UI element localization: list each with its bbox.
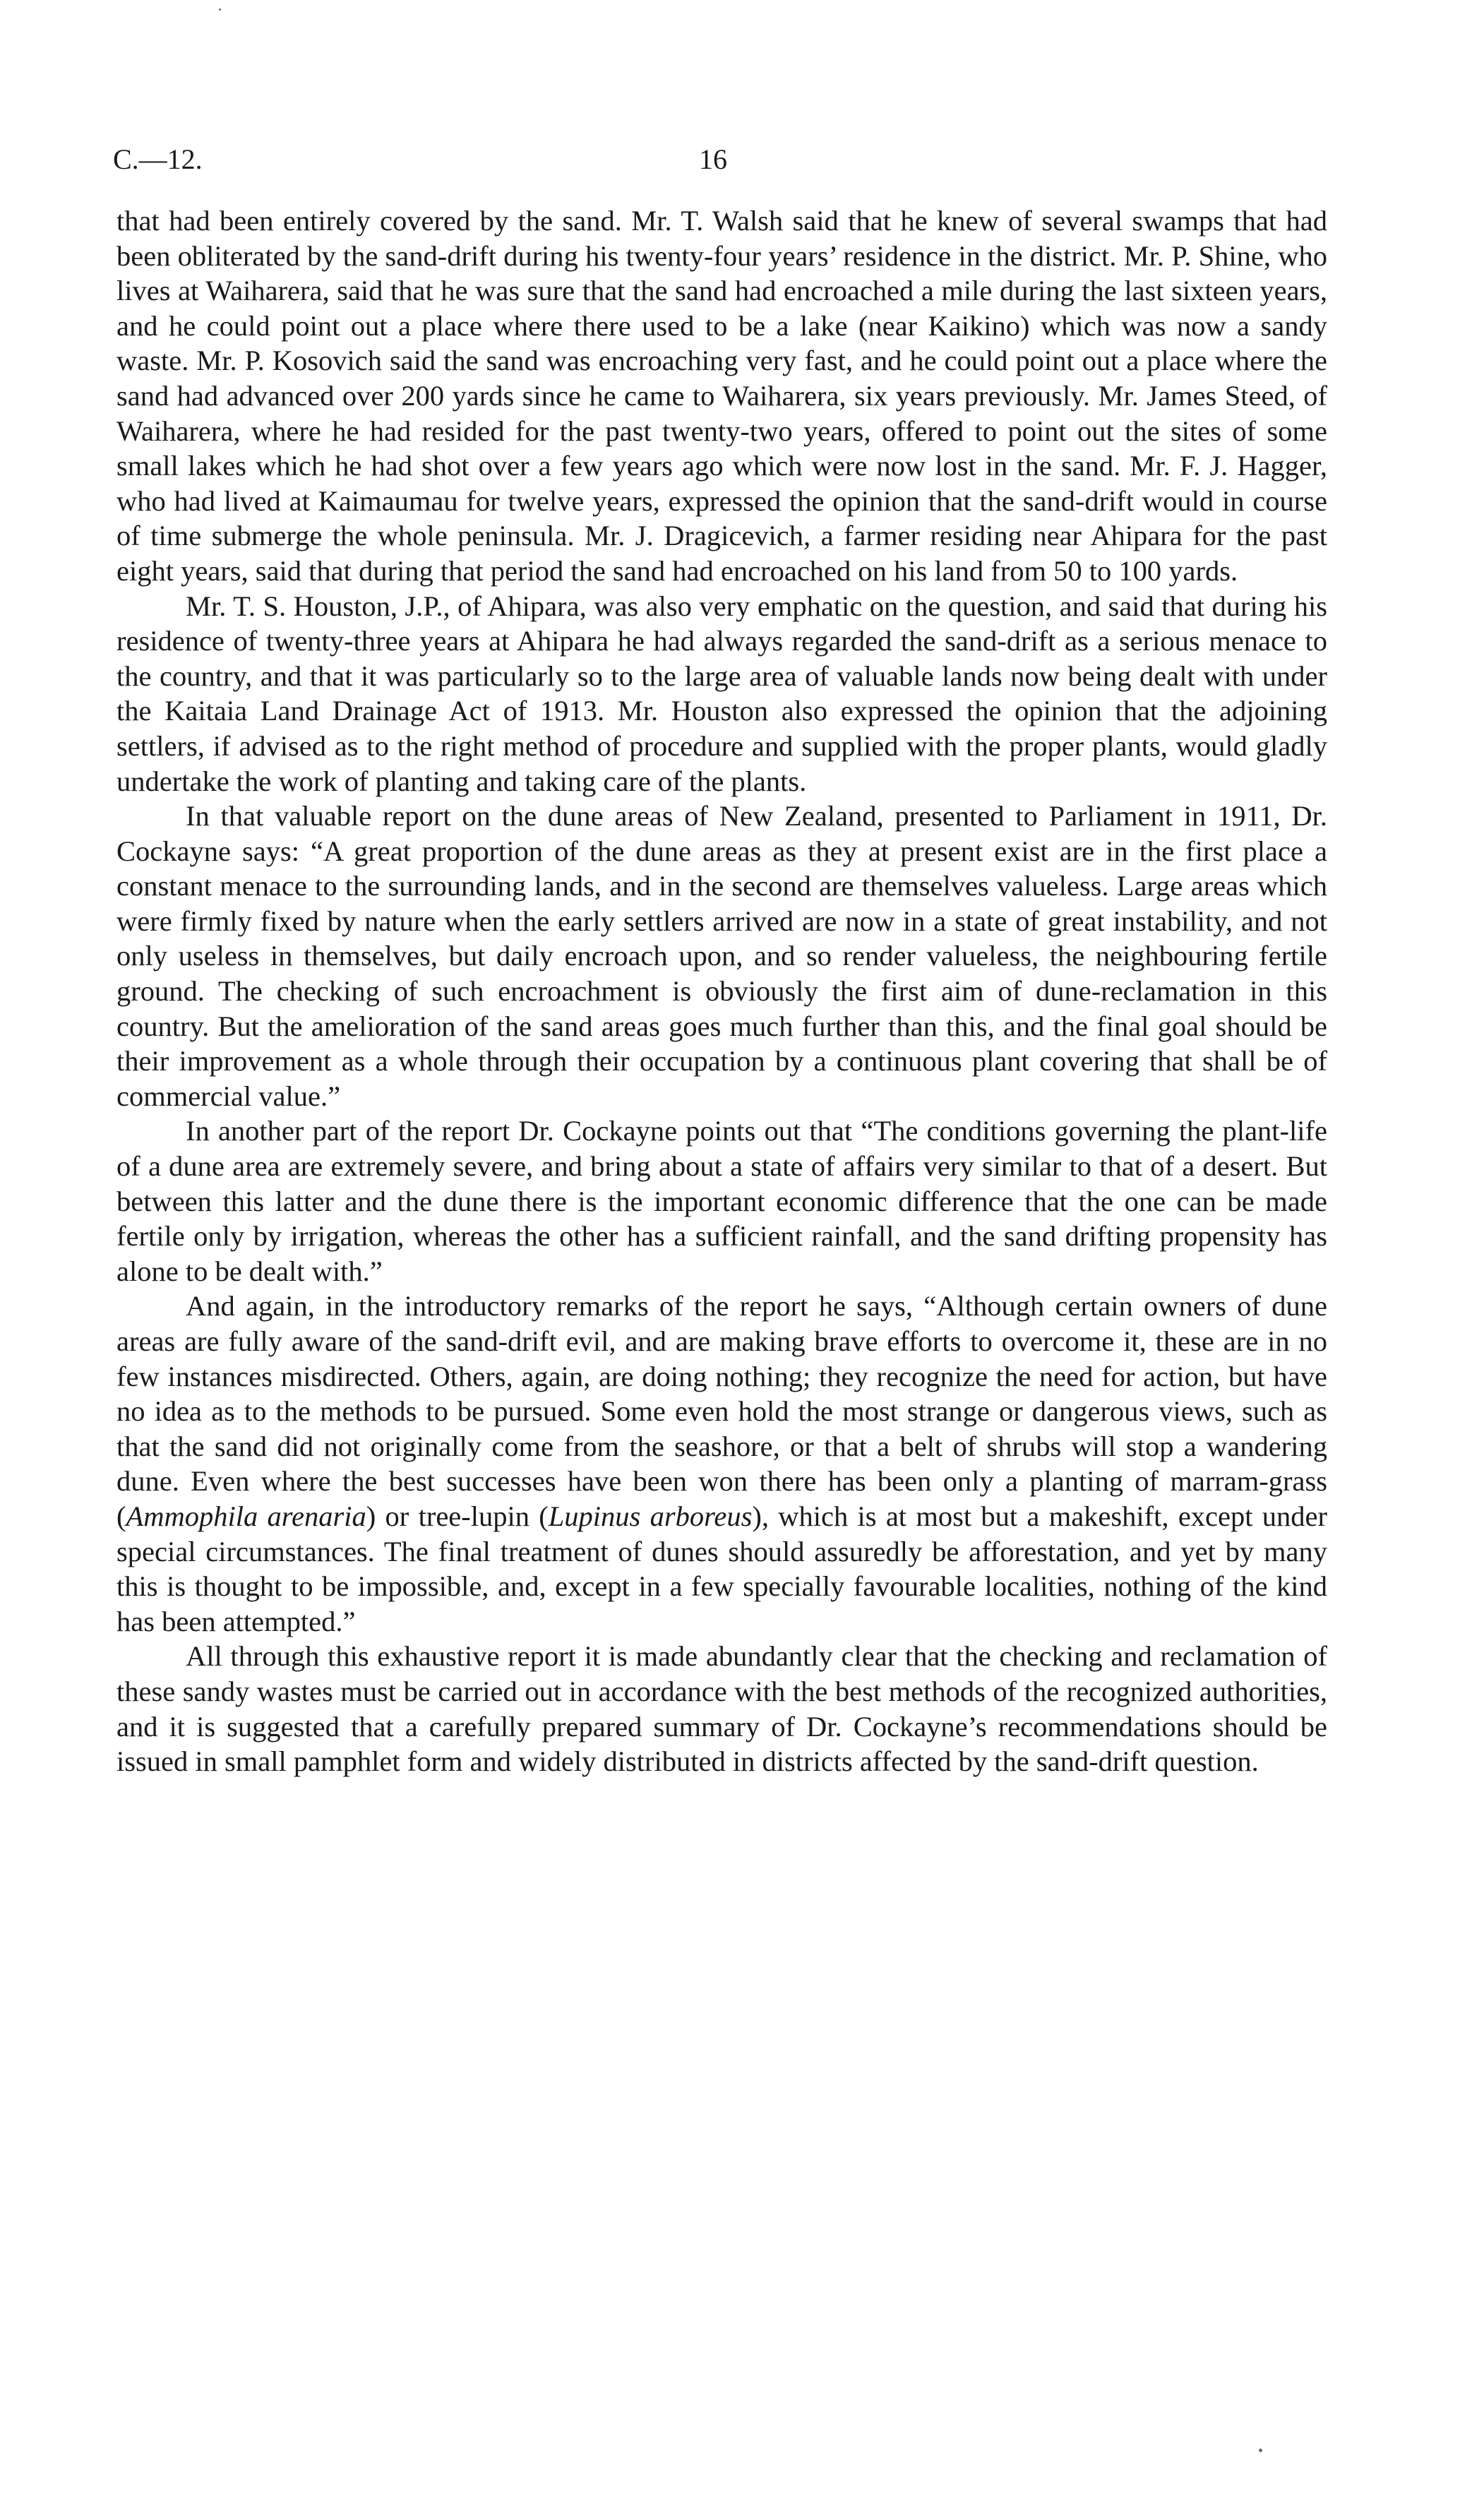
text-segment: ) or tree-lupin ( — [366, 1500, 549, 1532]
page-number: 16 — [699, 143, 727, 175]
species-name-tree-lupin: Lupinus arboreus — [548, 1500, 753, 1532]
paragraph-plant-life-conditions: In another part of the report Dr. Cockayne points out that “The conditions governing the plant-life of a dune area are extremely severe, and bring about a state of affairs very similar to that of a desert. But between this latter and the dune there is the important economic difference that the one can be made fertile only by irrigation, whereas the other has a sufficient rainfall, and the sand drifting propensity has alone to be dealt with.” — [116, 1115, 1327, 1287]
text-segment: ), which is at most but a makeshift, except under special circumstances. The final treatment of dunes should assuredly be afforestation, and yet by many this is thought to be impossible, and, except in a few specially favourable localities, nothing of the kind has been attempted.” — [116, 1500, 1327, 1637]
species-name-marram-grass: Ammophila arenaria — [126, 1500, 366, 1532]
scan-speck — [1259, 2449, 1262, 2452]
text-segment: And again, in the introductory remarks of the report he says, “Although certain owners of dune areas are fully aware of the sand-drift evil, and are making brave efforts to overcome it, these are in no few instances misdirected. Others, again, are doing nothing; they recognize the need for action, but have no idea as to the methods to be pursued. Some even hold the most strange or dangerous views, such as that the sand did not originally come from the seashore, or that a belt of shrubs will stop a wandering dune. Even where the best successes have been won there has been only a planting of marram-grass ( — [116, 1290, 1327, 1532]
scan-speck — [219, 8, 221, 11]
paragraph-cockayne-report-quote: In that valuable report on the dune areas of New Zealand, presented to Parliament in 1911, Dr. Cockayne says: “A great proportion of the dune areas as they at present exist are in the first place a constant menace to the surrounding lands, and in the second are themselves valueless. Large areas which were firmly fixed by nature when the early settlers arrived are now in a state of great instability, and not only useless in themselves, but daily encroach upon, and so render valueless, the neighbouring fertile ground. The checking of such encroachment is obviously the first aim of dune-reclamation in this country. But the amelioration of the sand areas goes much further than this, and the final goal should be their improvement as a whole through their occupation by a continuous plant covering that shall be of commercial value.” — [116, 800, 1327, 1112]
body-text — [116, 203, 1327, 1779]
document-reference: C.—12. — [113, 143, 203, 175]
paragraph-summary-recommendation: All through this exhaustive report it is made abundantly clear that the checking and reclamation of these sandy wastes must be carried out in accordance with the best methods of the recognized authorities, and it is suggested that a carefully prepared summary of Dr. Cockayne’s recommendations should be issued in small pamphlet form and widely distributed in districts affected by the sand-drift question. — [116, 1640, 1327, 1778]
paragraph-introductory-remarks — [116, 1289, 1327, 1639]
running-header — [113, 138, 1327, 181]
paragraph-sand-encroachment-testimony: that had been entirely covered by the sand. Mr. T. Walsh said that he knew of several swamps that had been obliterated by the sand-drift during his twenty-four years’ residence in the district. Mr. P. Shine, who lives at Waiharera, said that he was sure that the sand had encroached a mile during the last sixteen years, and he could point out a place where there used to be a lake (near Kaikino) which was now a sandy waste. Mr. P. Kosovich said the sand was encroaching very fast, and he could point out a place where the sand had advanced over 200 yards since he came to Waiharera, six years previously. Mr. James Steed, of Waiharera, where he had resided for the past twenty-two years, offered to point out the sites of some small lakes which he had shot over a few years ago which were now lost in the sand. Mr. F. J. Hagger, who had lived at Kaimaumau for twelve years, expressed the opinion that the sand-drift would in course of time submerge the whole peninsula. Mr. J. Dragicevich, a farmer residing near Ahipara for the past eight years, said that during that period the sand had encroached on his land from 50 to 100 yards. — [116, 205, 1327, 587]
paragraph-houston-statement: Mr. T. S. Houston, J.P., of Ahipara, was also very emphatic on the question, and said that during his residence of twenty-three years at Ahipara he had always regarded the sand-drift as a serious menace to the country, and that it was particularly so to the large area of valuable lands now being dealt with under the Kaitaia Land Drainage Act of 1913. Mr. Houston also expressed the opinion that the adjoining settlers, if advised as to the right method of procedure and supplied with the proper plants, would gladly undertake the work of planting and taking care of the plants. — [116, 590, 1327, 797]
